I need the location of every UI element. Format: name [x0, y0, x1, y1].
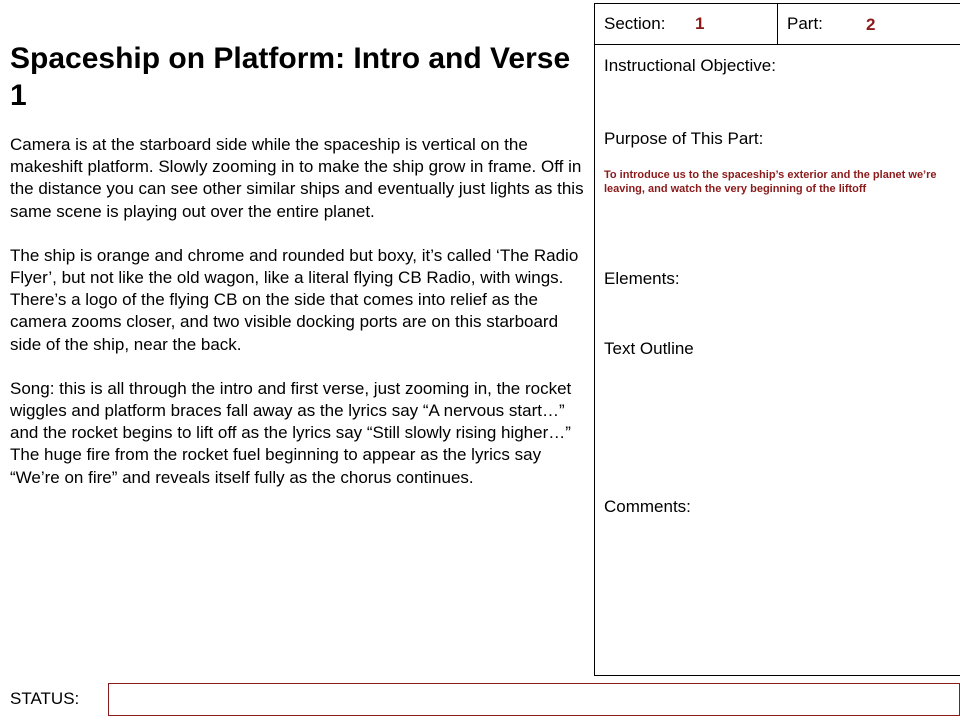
panel-header: [595, 4, 960, 45]
purpose-text[interactable]: To introduce us to the spaceship’s exterior and the planet we’re leaving, and watch the very beginning of the liftoff: [604, 169, 937, 195]
storyboard-panel: [594, 3, 960, 676]
description-paragraph-1: Camera is at the starboard side while the spaceship is vertical on the makeshift platform. Slowly zooming in to make the ship grow in frame. Off in the distance you can see other similar ships and eventually just lights as this same scene is playing out over the entire planet.: [10, 135, 584, 221]
part-cell: [778, 4, 960, 44]
section-cell: [595, 4, 778, 44]
status-input[interactable]: [108, 683, 960, 716]
description-paragraph-2: The ship is orange and chrome and rounded but boxy, it’s called ‘The Radio Flyer’, but not like the old wagon, like a literal flying CB Radio, with wings. There’s a logo of the flying CB on the side that comes into relief as the camera zooms closer, and two visible docking ports are on this starboard side of the ship, near the back.: [10, 245, 579, 354]
text-outline-label: Text Outline: [604, 339, 694, 358]
description-paragraph-3: Song: this is all through the intro and first verse, just zooming in, the rocket wiggles and platform braces fall away as the lyrics say “A nervous start…” and the rocket begins to lift off as the lyrics say “Still slowly rising higher…” The huge fire from the rocket fuel beginning to appear as the lyrics say “We’re on fire” and reveals itself fully as the chorus continues.: [10, 378, 572, 487]
purpose-label: Purpose of This Part:: [604, 129, 764, 148]
part-label: Part:: [787, 14, 823, 33]
page-title: Spaceship on Platform: Intro and Verse 1: [10, 42, 571, 112]
elements-label: Elements:: [604, 269, 680, 288]
comments-label: Comments:: [604, 497, 691, 516]
part-value[interactable]: 2: [866, 15, 876, 34]
status-label: STATUS:: [10, 689, 80, 708]
section-label: Section:: [604, 14, 666, 33]
scene-description: [10, 134, 590, 511]
section-value[interactable]: 1: [695, 14, 705, 33]
instructional-objective-label: Instructional Objective:: [604, 56, 776, 75]
